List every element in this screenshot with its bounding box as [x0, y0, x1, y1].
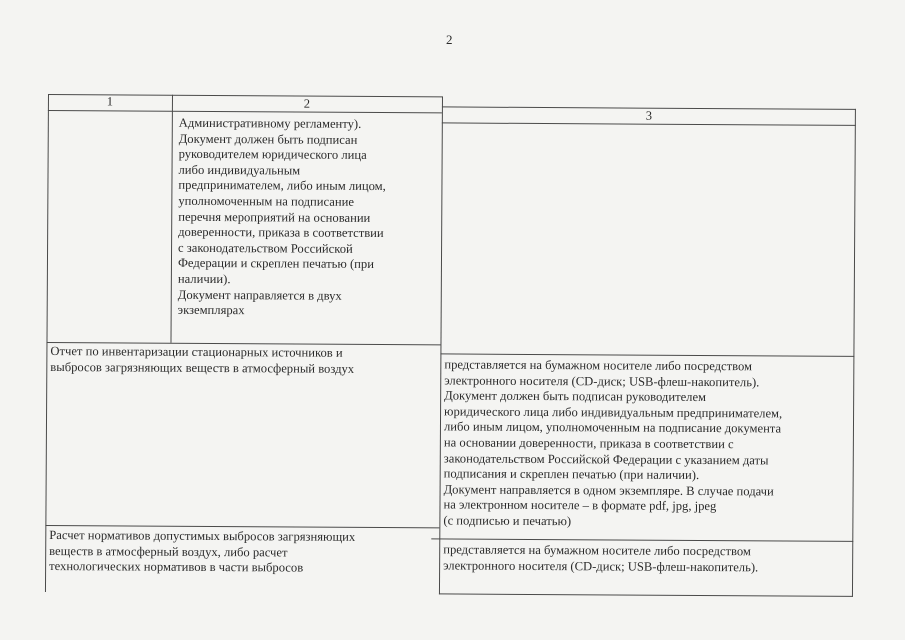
col-divider-1 [170, 95, 173, 343]
table-border-right [852, 109, 856, 597]
row-divider-2-col3 [431, 538, 853, 542]
table-border-bottom [439, 593, 853, 597]
document-table [45, 94, 856, 597]
row1-col2-text: Административному регламенту). Документ должен быть подписан руководителем юридического лица либо индивидуальным предпринимателем, либо иным лицом, уполномоченным на подписание перечня мероприятий на основании доверенности, приказа в соответствии с законодательством Российской Федерации и скреплен печатью (при наличии). Документ направляется в двух экземплярах [177, 115, 386, 318]
row2-col3-text: представляется на бумажном носителе либо посредством электронного носителя (CD-диск; USB-флеш-накопитель). Документ должен быть подписан руководителем юридического лица либо индивидуальным предпринимателем, либо иным лицом, уполномоченным на подписание документа на основании доверенности, приказа в соответствии с законодательством Российской Федерации с указанием даты подписания и скреплен печатью (при наличии). Документ направляется в одном экземпляре. В случае подачи на электронном носителе – в формате pdf, jpg, jpeg (с подписью и печатью) [443, 357, 783, 529]
row3-col1-text: Расчет нормативов допустимых выбросов загрязняющих веществ в атмосферный воздух, либо расчет технологических нормативов в части выбросов [49, 528, 356, 575]
row3-col3-text: представляется на бумажном носителе либо посредством электронного носителя (CD-диск; USB-флеш-накопитель). [443, 542, 759, 574]
row-divider-1-col3 [440, 353, 854, 357]
header-col-1: 1 [106, 94, 114, 109]
header-col-2: 2 [303, 96, 311, 111]
header-col-3: 3 [645, 108, 653, 123]
row2-col1-text: Отчет по инвентаризации стационарных источников и выбросов загрязняющих веществ в атмосферный воздух [50, 344, 355, 376]
page-number: 2 [446, 32, 453, 47]
